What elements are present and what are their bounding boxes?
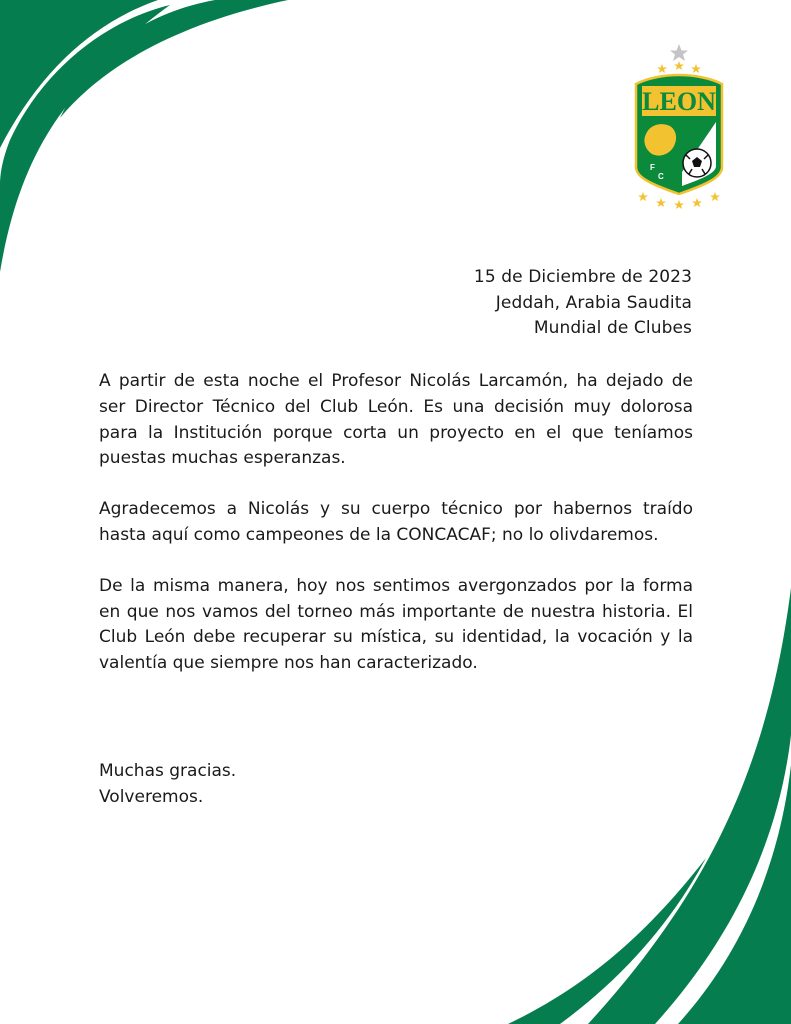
letter-location: Jeddah, Arabia Saudita: [495, 292, 692, 313]
star-icon: [670, 44, 688, 61]
top-left-swoosh: [0, 0, 288, 272]
club-leon-crest: [628, 42, 730, 210]
letter-date: 15 de Diciembre de 2023: [473, 267, 692, 287]
svg-text:F: F: [650, 163, 655, 172]
letter-header: [474, 265, 692, 342]
paragraph-2: Agradecemos a Nicolás y su cuerpo técnico por habernos traído hasta aquí como campeones de la CONCACAF; no lo olivdaremos.: [99, 499, 693, 545]
closing-thanks: Muchas gracias.: [99, 761, 237, 781]
crest-text: LEON: [642, 87, 716, 116]
svg-text:C: C: [658, 172, 664, 181]
paragraph-1: A partir de esta noche el Profesor Nicolás Larcamón, ha dejado de ser Director Técnico del Club León. Es una decisión muy dolorosa para la Institución porque corta un proyecto en el que teníamos puestas muchas esperanzas.: [99, 371, 693, 469]
soccer-ball-icon: [683, 149, 711, 177]
paragraph-3: De la misma manera, hoy nos sentimos avergonzados por la forma en que nos vamos del torneo más importante de nuestra historia. El Club León debe recuperar su mística, su identidad, la vocación y la valentía que siempre nos han caracterizado.: [99, 575, 693, 674]
closing-signoff: Volveremos.: [99, 787, 204, 807]
letter-closing: [99, 758, 236, 810]
letter-body: [99, 369, 693, 702]
letter-event: Mundial de Clubes: [533, 318, 692, 338]
star-row-top: [657, 61, 701, 73]
